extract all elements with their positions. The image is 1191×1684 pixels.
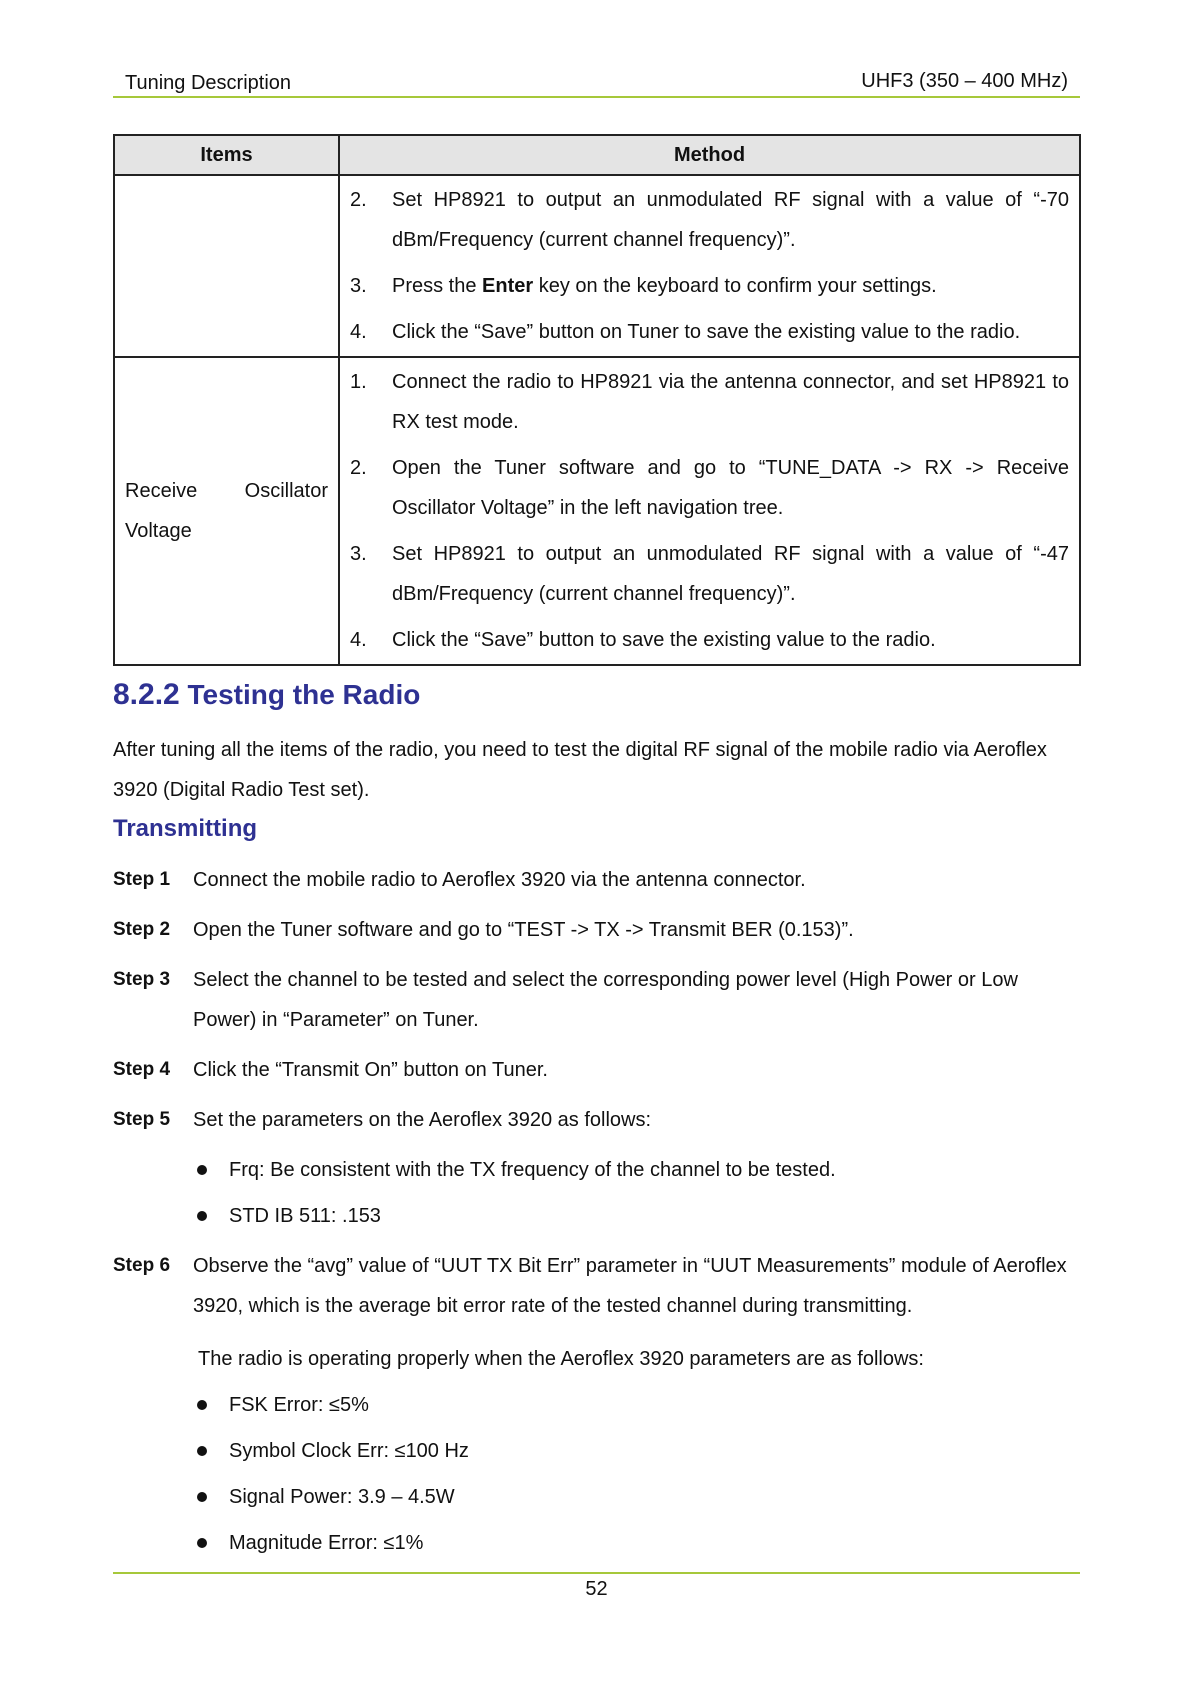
bullet-icon (197, 1211, 207, 1221)
row-method-cell (339, 357, 1080, 665)
procedure-step (113, 910, 1073, 950)
row-item-receive-oscillator-voltage (114, 357, 339, 665)
method-step (350, 312, 1069, 352)
step-label: Step 1 (113, 869, 171, 890)
step-number: 3. (350, 543, 367, 565)
header-chapter-title: Tuning Description (125, 72, 292, 94)
step-text: Set HP8921 to output an unmodulated RF signal with a value of “-47 dBm/Frequency (current channel frequency)”. (392, 543, 1069, 605)
bullet-text: Frq: Be consistent with the TX frequency of the channel to be tested. (229, 1159, 836, 1181)
method-steps (350, 180, 1069, 352)
item-label-word: Oscillator (244, 480, 328, 502)
col-header-method: Method (339, 135, 1080, 175)
procedure-step (113, 1100, 1073, 1140)
page-header (113, 62, 1080, 98)
step-text: Open the Tuner software and go to “TUNE_DATA -> RX -> Receive Oscillator Voltage” in the left navigation tree. (392, 457, 1069, 519)
bullet-icon (197, 1538, 207, 1548)
step-label: Step 5 (113, 1109, 171, 1130)
list-item (197, 1150, 836, 1190)
item-label (125, 471, 328, 551)
step-number: 3. (350, 275, 367, 297)
step-number: 2. (350, 457, 367, 479)
bullet-text: Signal Power: 3.9 – 4.5W (229, 1486, 455, 1508)
bullet-text: STD IB 511: .153 (229, 1205, 381, 1227)
method-step (350, 620, 1069, 660)
method-step (350, 448, 1069, 528)
procedure-step (113, 960, 1073, 1040)
bullet-text: Symbol Clock Err: ≤100 Hz (229, 1440, 469, 1462)
list-item (197, 1523, 423, 1563)
procedure-step (113, 860, 1073, 900)
step-text: Click the “Save” button to save the existing value to the radio. (392, 629, 936, 651)
list-item (197, 1196, 381, 1236)
step-label: Step 6 (113, 1255, 171, 1276)
bullet-text: Magnitude Error: ≤1% (229, 1532, 424, 1554)
table-header-row (114, 135, 1080, 175)
step-text: Click the “Transmit On” button on Tuner. (193, 1059, 548, 1081)
row-item-empty (114, 175, 339, 357)
step-text: Connect the mobile radio to Aeroflex 3920 via the antenna connector. (193, 869, 806, 891)
procedure-step (113, 1246, 1073, 1326)
bullet-icon (197, 1492, 207, 1502)
step-label: Step 4 (113, 1059, 171, 1080)
step-text-post: key on the keyboard to confirm your settings. (533, 275, 937, 297)
step-text: Set HP8921 to output an unmodulated RF signal with a value of “-70 dBm/Frequency (current channel frequency)”. (392, 189, 1069, 251)
step-text (392, 266, 1069, 306)
item-label-word: Voltage (125, 520, 192, 542)
bullet-icon (197, 1165, 207, 1175)
page-number: 52 (585, 1578, 608, 1600)
result-note: The radio is operating properly when the Aeroflex 3920 parameters are as follows: (198, 1348, 924, 1370)
step-number: 1. (350, 371, 367, 393)
subsection-heading: Transmitting (113, 815, 258, 842)
row-method-cell (339, 175, 1080, 357)
step-text: Select the channel to be tested and select the corresponding power level (High Power or Low Power) in “Parameter” on Tuner. (193, 969, 1018, 1031)
step-number: 2. (350, 189, 367, 211)
bullet-icon (197, 1400, 207, 1410)
step-text: Connect the radio to HP8921 via the antenna connector, and set HP8921 to RX test mode. (392, 371, 1069, 433)
step-label: Step 2 (113, 919, 171, 940)
method-step (350, 266, 1069, 306)
procedure-step (113, 1050, 1073, 1090)
step-number: 4. (350, 321, 367, 343)
step-text: Click the “Save” button on Tuner to save the existing value to the radio. (392, 321, 1021, 343)
step-text: Open the Tuner software and go to “TEST -> TX -> Transmit BER (0.153)”. (193, 919, 854, 941)
section-number: 8.2.2 (113, 678, 180, 711)
section-heading (113, 678, 420, 712)
step-label: Step 3 (113, 969, 171, 990)
step-number: 4. (350, 629, 367, 651)
step-text: Observe the “avg” value of “UUT TX Bit Err” parameter in “UUT Measurements” module of Aeroflex 3920, which is the average bit error rate of the tested channel during transmitting. (193, 1255, 1067, 1317)
list-item (197, 1385, 369, 1425)
method-step (350, 534, 1069, 614)
method-step (350, 362, 1069, 442)
list-item (197, 1477, 455, 1517)
item-label-word: Receive (125, 480, 198, 502)
table-row (114, 357, 1080, 665)
step-text: Set the parameters on the Aeroflex 3920 as follows: (193, 1109, 652, 1131)
intro-paragraph: After tuning all the items of the radio, you need to test the digital RF signal of the mobile radio via Aeroflex 3920 (Digital Radio Test set). (113, 739, 1047, 801)
method-step (350, 180, 1069, 260)
table-row (114, 175, 1080, 357)
method-steps (350, 362, 1069, 660)
header-band-title: UHF3 (350 – 400 MHz) (861, 70, 1068, 92)
tuning-method-table (113, 134, 1081, 666)
col-header-items: Items (114, 135, 339, 175)
bullet-icon (197, 1446, 207, 1456)
bullet-text: FSK Error: ≤5% (229, 1394, 369, 1416)
page-footer (113, 1572, 1080, 1601)
step-text-pre: Press the (392, 275, 483, 297)
enter-key-label: Enter (482, 275, 534, 297)
section-title: Testing the Radio (187, 679, 421, 710)
list-item (197, 1431, 469, 1471)
